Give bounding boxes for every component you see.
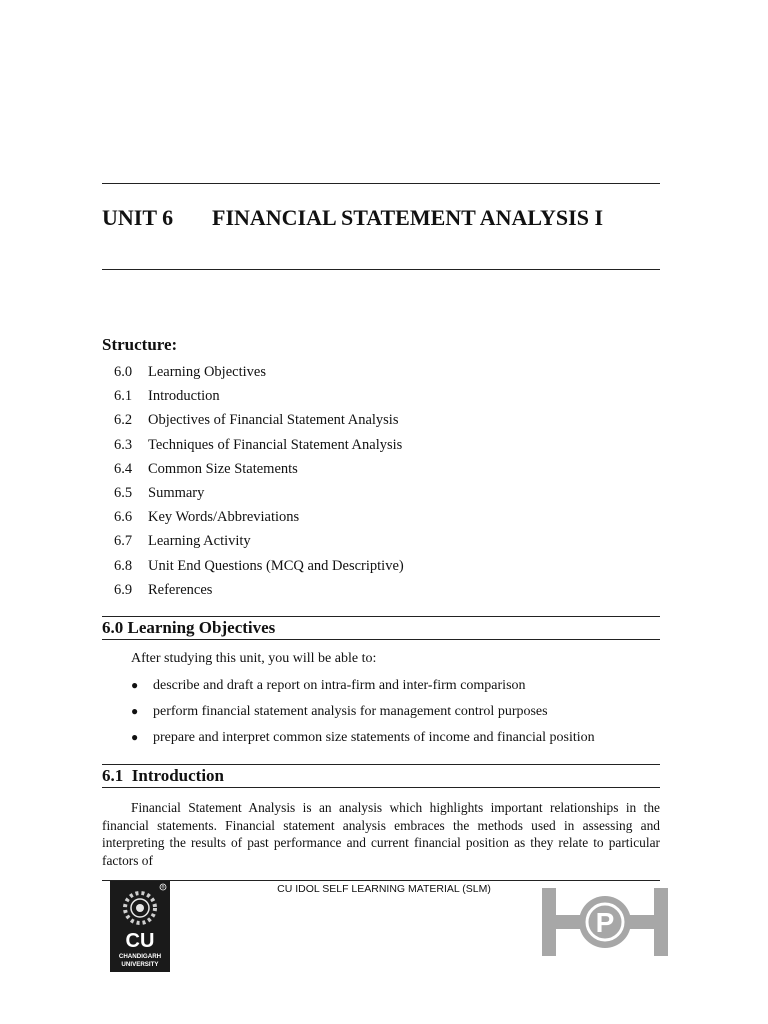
- structure-item: [114, 410, 404, 434]
- bullet-icon: ●: [131, 704, 139, 718]
- section-rule: [102, 787, 660, 788]
- structure-item-label: Common Size Statements: [148, 460, 298, 477]
- title-bottom-rule: [102, 269, 660, 270]
- structure-item-label: Learning Objectives: [148, 364, 266, 380]
- bullet-icon: ●: [131, 730, 139, 744]
- structure-heading: Structure:: [102, 335, 178, 354]
- structure-item: [114, 556, 404, 580]
- structure-item-number: 6.9: [114, 581, 133, 598]
- structure-item-number: 6.8: [114, 557, 133, 574]
- cu-logo-graphic: [110, 881, 170, 972]
- structure-item-number: 6.5: [114, 484, 133, 501]
- structure-item-label: Objectives of Financial Statement Analysis: [148, 412, 399, 429]
- structure-item-number: 6.7: [114, 533, 133, 550]
- structure-item: [114, 386, 404, 410]
- structure-item-label: Summary: [148, 484, 205, 501]
- registered-mark: ®: [161, 884, 165, 890]
- unit-number: UNIT 6: [102, 205, 174, 230]
- structure-item: [114, 435, 404, 459]
- structure-item-number: 6.1: [114, 388, 133, 405]
- list-item: [131, 701, 595, 727]
- structure-item-label: Learning Activity: [148, 533, 251, 550]
- cu-logo-abbr: CU: [125, 930, 155, 952]
- structure-item: [114, 362, 404, 386]
- structure-item-label: Key Words/Abbreviations: [148, 509, 300, 526]
- structure-item: [114, 483, 404, 507]
- unit-title: [102, 205, 603, 231]
- structure-item-number: 6.2: [114, 412, 133, 429]
- publisher-logo-graphic: [542, 888, 668, 956]
- section-rule: [102, 639, 660, 640]
- structure-item: [114, 580, 404, 604]
- list-item: [131, 675, 595, 701]
- list-item-text: prepare and interpret common size statements of income and financial position: [153, 730, 595, 745]
- introduction-heading: 6.1 Introduction: [102, 766, 225, 785]
- cu-logo-line1: CHANDIGARH: [118, 953, 162, 960]
- learning-objectives-list: [131, 675, 595, 753]
- list-item-text: perform financial statement analysis for management control purposes: [153, 704, 548, 719]
- introduction-paragraph: Financial Statement Analysis is an analysis which highlights important relationships in the financial statements. Financial statement analysis embraces the methods used in assessing and interpreting the results of past performance and current financial position as they relate to particular factors of: [102, 800, 660, 868]
- svg-text:P: P: [595, 907, 615, 938]
- structure-item-number: 6.4: [114, 460, 133, 477]
- learning-objectives-heading: 6.0 Learning Objectives: [102, 618, 276, 637]
- structure-list: [114, 362, 404, 604]
- section-rule: [102, 616, 660, 617]
- structure-item: [114, 531, 404, 555]
- chandigarh-university-logo: [110, 881, 170, 972]
- publisher-logo: [542, 888, 668, 956]
- structure-item: [114, 507, 404, 531]
- footer-text: CU IDOL SELF LEARNING MATERIAL (SLM): [277, 883, 491, 895]
- title-top-rule: [102, 183, 660, 184]
- learning-objectives-lead: After studying this unit, you will be able to:: [131, 651, 377, 666]
- structure-item: [114, 459, 404, 483]
- cu-logo-line2: UNIVERSITY: [121, 961, 159, 968]
- structure-item-number: 6.0: [114, 364, 133, 380]
- structure-item-label: Introduction: [148, 388, 220, 405]
- section-rule: [102, 764, 660, 765]
- bullet-icon: ●: [131, 678, 139, 692]
- structure-item-label: Techniques of Financial Statement Analysis: [148, 436, 403, 453]
- list-item-text: describe and draft a report on intra-firm and inter-firm comparison: [153, 678, 526, 693]
- unit-name: FINANCIAL STATEMENT ANALYSIS I: [212, 205, 604, 230]
- structure-item-label: Unit End Questions (MCQ and Descriptive): [148, 557, 404, 574]
- structure-item-label: References: [148, 581, 213, 598]
- structure-item-number: 6.6: [114, 509, 133, 526]
- list-item: [131, 727, 595, 753]
- structure-item-number: 6.3: [114, 436, 133, 453]
- footer-rule: [102, 880, 660, 881]
